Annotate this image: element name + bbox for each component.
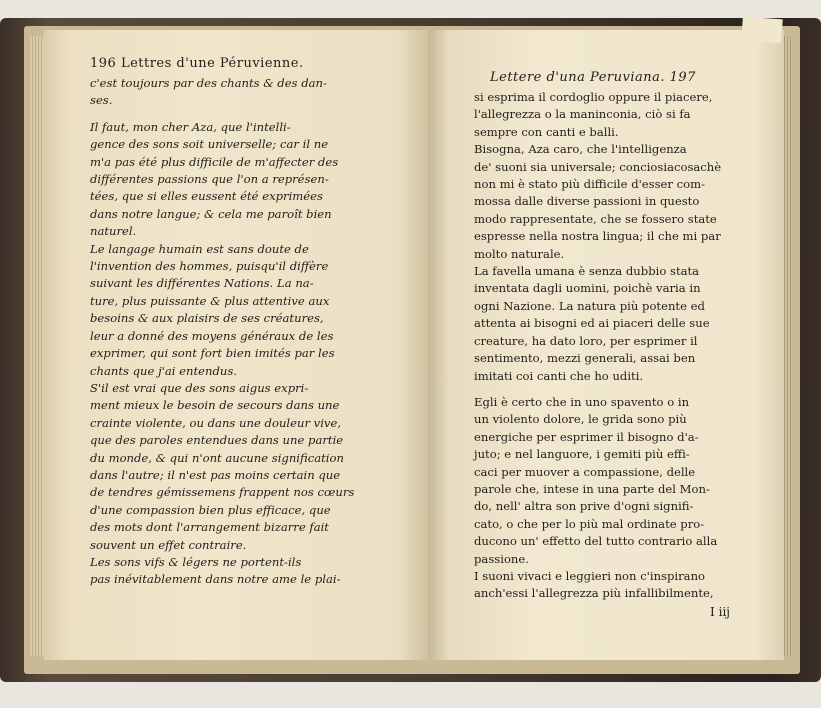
text-line: un violento dolore, le grida sono più bbox=[474, 412, 687, 427]
text-line: si esprima il cordoglio oppure il piacere, bbox=[474, 90, 713, 104]
text-line: sempre con canti e balli. bbox=[474, 124, 619, 139]
text-line: différentes passions que l'on a représen- bbox=[90, 172, 329, 187]
text-line: molto naturale. bbox=[474, 246, 565, 261]
text-line: ogni Nazione. La natura più potente ed bbox=[474, 298, 705, 313]
text-line: souvent un effet contraire. bbox=[90, 537, 247, 552]
signature-mark: I iij bbox=[710, 604, 730, 619]
text-line: m'a pas été plus difficile de m'affecter des bbox=[90, 154, 339, 169]
left-page bbox=[44, 30, 428, 660]
text-line: mossa dalle diverse passioni in questo bbox=[474, 194, 700, 209]
text-line: exprimer, qui sont fort bien imités par les bbox=[90, 346, 335, 361]
text-line: d'une compassion bien plus efficace, que bbox=[90, 502, 331, 517]
paragraph-gap bbox=[480, 385, 754, 394]
text-line: ducono un' effetto del tutto contrario alla bbox=[474, 534, 718, 549]
text-line: energiche per esprimer il bisogno d'a- bbox=[474, 429, 699, 444]
text-line: passione. bbox=[474, 551, 529, 566]
text-line: creature, ha dato loro, per esprimer il bbox=[474, 333, 698, 348]
text-line: besoins & aux plaisirs de ses créatures, bbox=[90, 311, 324, 326]
text-line: attenta ai bisogni ed ai piaceri delle sue bbox=[474, 316, 710, 331]
text-line: Il faut, mon cher Aza, que l'intelli- bbox=[90, 119, 291, 134]
text-line: l'invention des hommes, puisqu'il diffère bbox=[90, 259, 329, 274]
text-line: ture, plus puissante & plus attentive aux bbox=[90, 293, 330, 308]
text-line: anch'essi l'allegrezza più infallibilmente, bbox=[474, 586, 714, 601]
left-running-head: 196 Lettres d'une Péruvienne. bbox=[90, 56, 304, 71]
text-line: Le langage humain est sans doute de bbox=[90, 241, 309, 256]
page-corner bbox=[741, 17, 783, 44]
text-line: sentimento, mezzi generali, assai ben bbox=[474, 351, 696, 366]
paragraph-gap bbox=[134, 110, 392, 119]
text-line: naturel. bbox=[90, 224, 137, 239]
text-line: espresse nella nostra lingua; il che mi par bbox=[474, 229, 721, 244]
text-line: Bisogna, Aza caro, che l'intelligenza bbox=[474, 142, 687, 157]
text-line: que des paroles entendues dans une partie bbox=[90, 433, 344, 448]
text-line: Les sons vifs & légers ne portent-ils bbox=[90, 554, 302, 569]
text-line: cato, o che per lo più mal ordinate pro- bbox=[474, 516, 705, 531]
text-line: de' suoni sia universale; conciosiacosachè bbox=[474, 159, 722, 174]
text-line: La favella umana è senza dubbio stata bbox=[474, 264, 700, 279]
right-running-head: Lettere d'una Peruviana. 197 bbox=[490, 70, 696, 85]
text-line: c'est toujours par des chants & des dan- bbox=[90, 76, 327, 90]
text-line: tées, que si elles eussent été exprimées bbox=[90, 189, 323, 204]
text-line: crainte violente, ou dans une douleur vive, bbox=[90, 415, 342, 430]
text-line: dans notre langue; & cela me paroît bien bbox=[90, 206, 332, 221]
right-page bbox=[428, 30, 784, 660]
text-line: ses. bbox=[90, 93, 113, 108]
text-line: juto; e nel languore, i gemiti più effi- bbox=[474, 447, 690, 462]
text-line: suivant les différentes Nations. La na- bbox=[90, 276, 314, 291]
text-line: de tendres gémissemens frappent nos cœurs bbox=[90, 485, 355, 500]
text-line: caci per muover a compassione, delle bbox=[474, 464, 696, 479]
text-line: inventata dagli uomini, poichè varia in bbox=[474, 281, 701, 296]
text-line: parole che, intese in una parte del Mon- bbox=[474, 481, 710, 496]
text-line: non mi è stato più difficile d'esser com- bbox=[474, 177, 706, 192]
text-line: du monde, & qui n'ont aucune signification bbox=[90, 450, 344, 465]
left-page-text bbox=[90, 75, 392, 589]
text-line: S'il est vrai que des sons aigus expri- bbox=[90, 380, 309, 395]
text-line: dans l'autre; il n'est pas moins certain que bbox=[90, 467, 341, 482]
text-line: gence des sons soit universelle; car il ne bbox=[90, 137, 329, 152]
text-line: ment mieux le besoin de secours dans une bbox=[90, 398, 340, 413]
right-page-text bbox=[474, 89, 754, 603]
text-line: l'allegrezza o la maninconia, ciò si fa bbox=[474, 107, 691, 122]
text-line: Egli è certo che in uno spavento o in bbox=[474, 394, 690, 409]
text-line: modo rappresentate, che se fossero state bbox=[474, 211, 717, 226]
text-line: imitati coi canti che ho uditi. bbox=[474, 368, 644, 383]
text-line: do, nell' altra son prive d'ogni signifi- bbox=[474, 499, 694, 514]
text-line: leur a donné des moyens généraux de les bbox=[90, 328, 334, 343]
text-line: chants que j'ai entendus. bbox=[90, 363, 237, 378]
text-line: pas inévitablement dans notre ame le plai- bbox=[90, 572, 341, 587]
text-line: I suoni vivaci e leggieri non c'inspirano bbox=[474, 568, 706, 583]
text-line: des mots dont l'arrangement bizarre fait bbox=[90, 520, 329, 535]
